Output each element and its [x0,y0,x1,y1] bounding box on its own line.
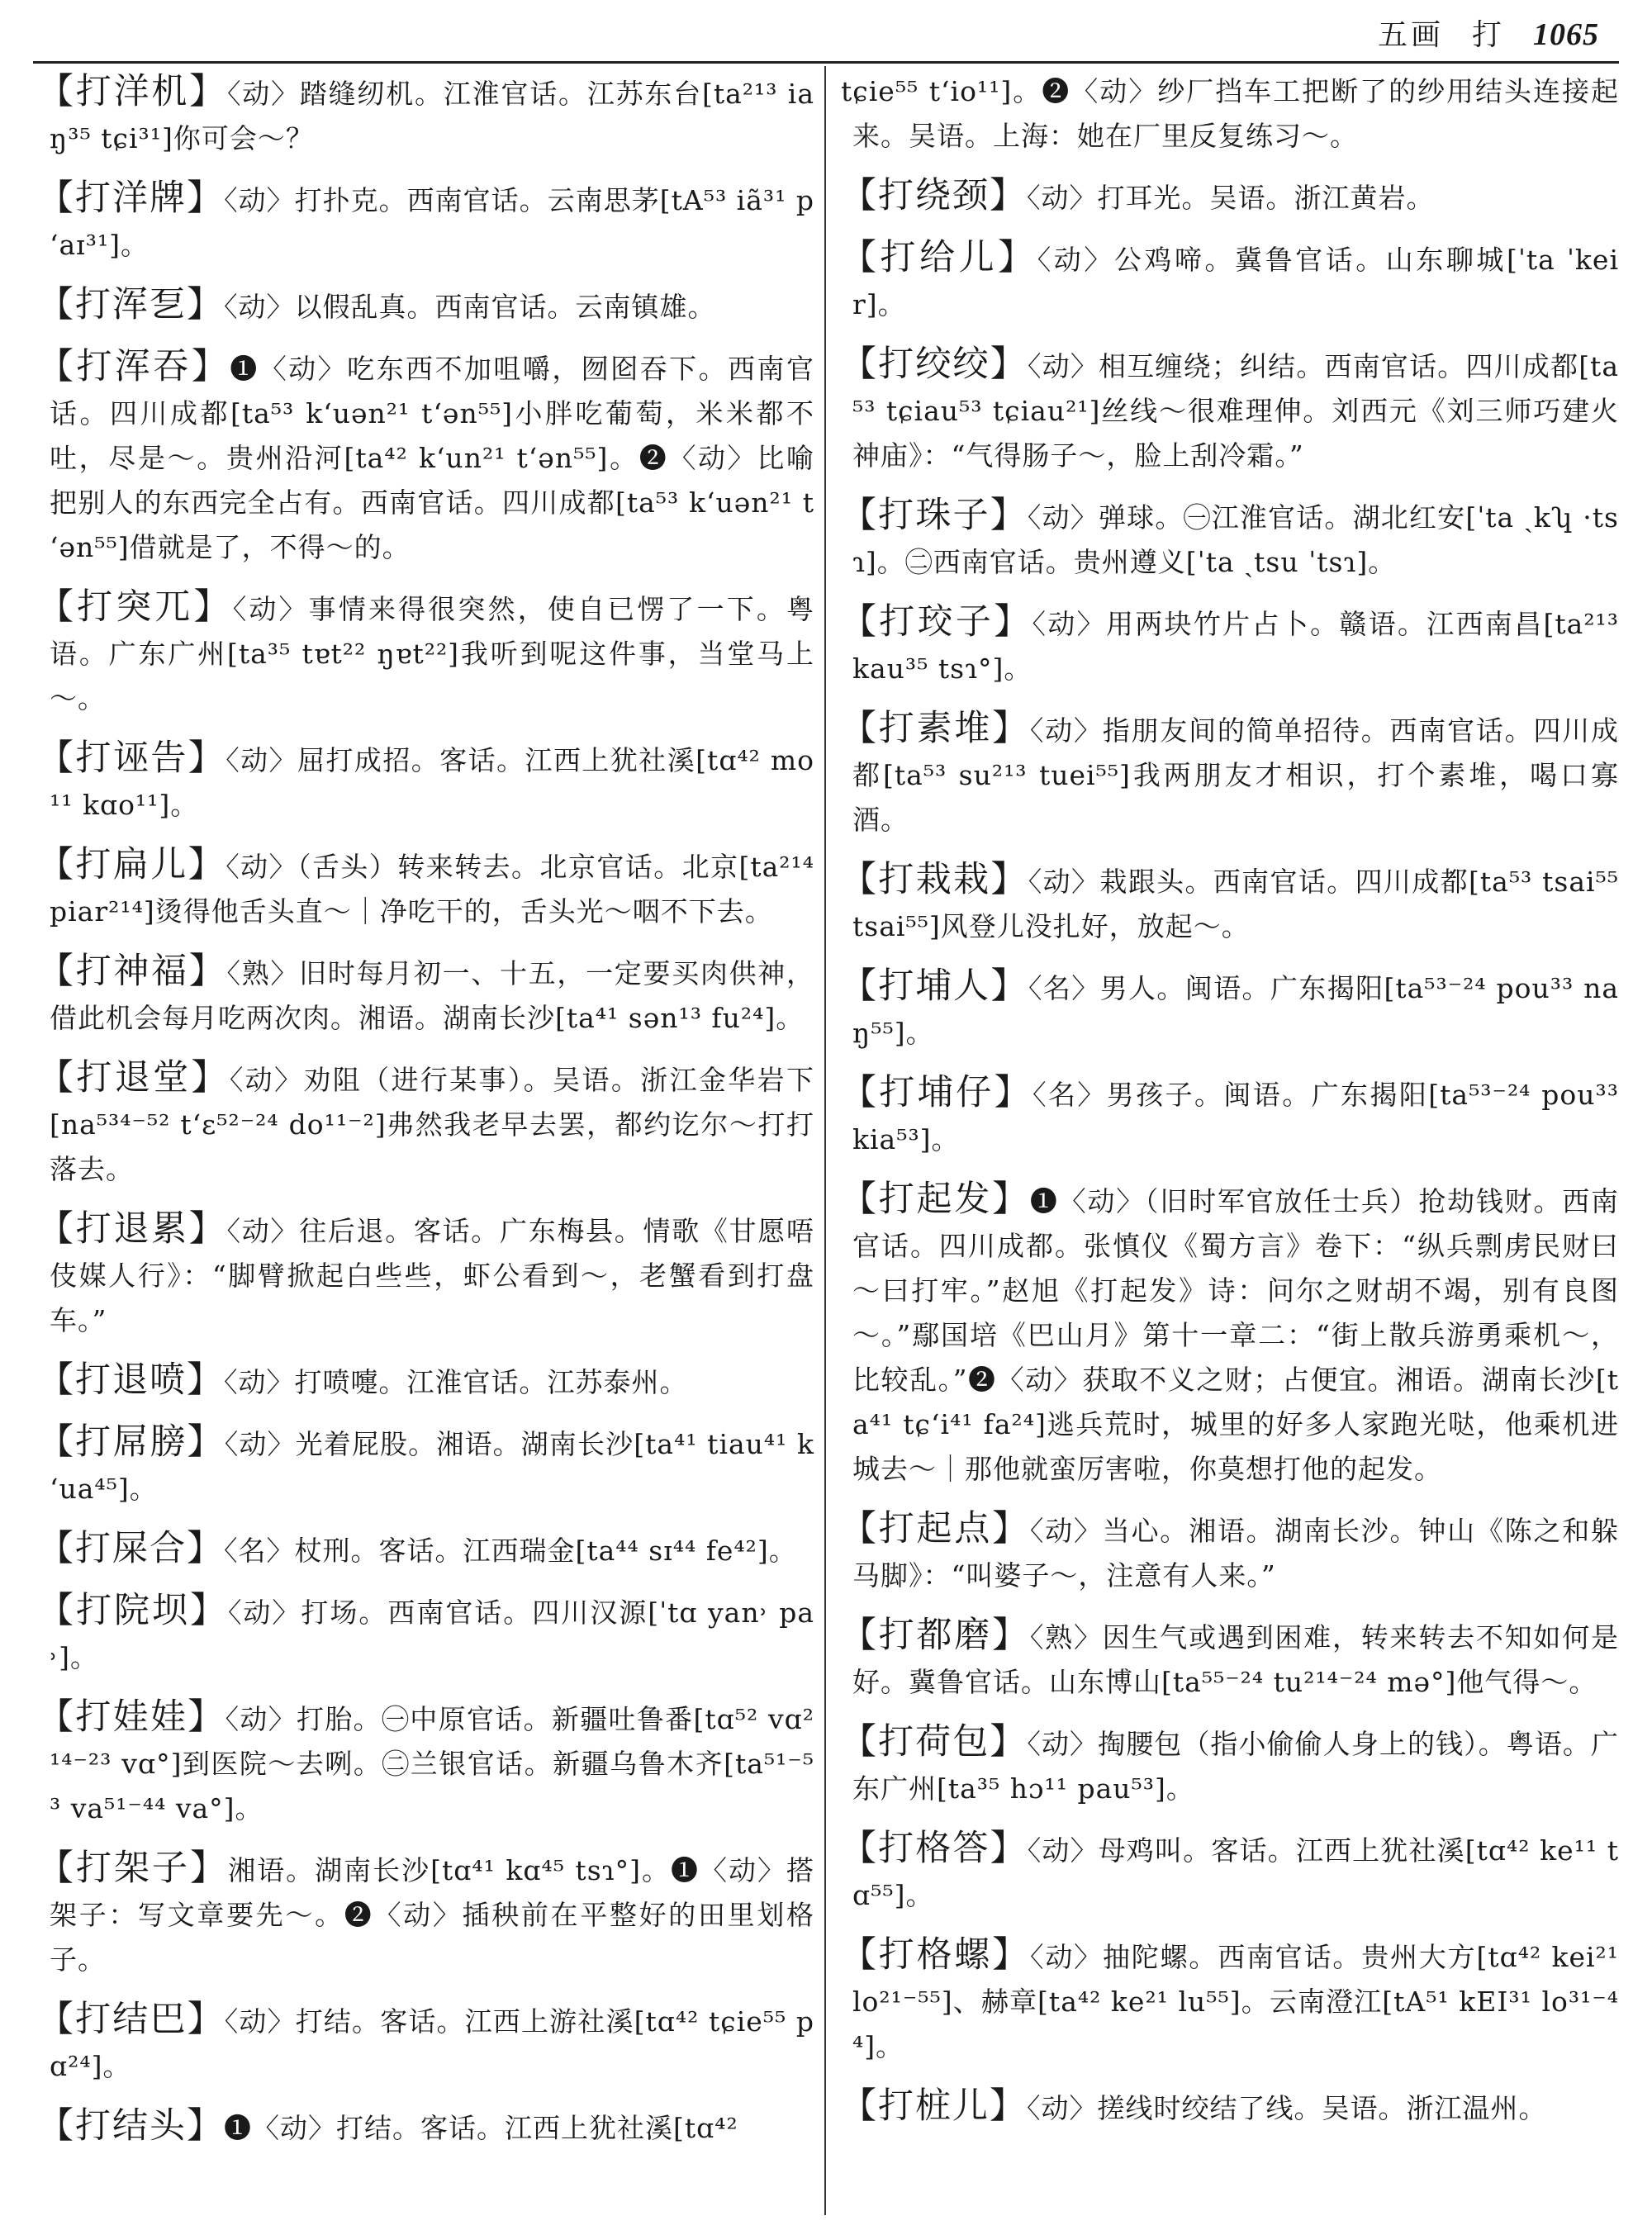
entry-headword: 【打都磨】 [841,1615,1030,1656]
entry-definition: 〈动〉打场。西南官话。四川汉源[ˈtɑ yan˒ pa˒]。 [50,1597,814,1673]
entry-definition: 〈名〉男孩子。闽语。广东揭阳[ta⁵³⁻²⁴ pou³³ kia⁵³]。 [852,1079,1619,1155]
head-character: 打 [1471,18,1505,52]
entry-definition: 〈动〉以假乱真。西南官话。云南镇雄。 [224,291,716,323]
entry-headword: 【打桩儿】 [841,2085,1027,2127]
entry-definition: 〈动〉相互缠绕；纠结。西南官话。四川成都[ta⁵³ tɕiau⁵³ tɕiau²¹]丝线～很难理伸。刘西元《刘三师巧建火神庙》：“气得肠子～，脸上刮冷霜。” [852,350,1619,472]
dictionary-entry [38,1420,814,1511]
entry-definition: 湘语。湖南长沙[tɑ⁴¹ kɑ⁴⁵ tsɿ°]。❶〈动〉搭架子：写文章要先～。❷〈动〉插秧前在平整好的田里划格子。 [50,1854,814,1976]
entry-headword: 【打扁儿】 [38,844,226,885]
dictionary-entry [38,736,814,828]
dictionary-entry [38,949,814,1041]
dictionary-entry [38,69,814,161]
dictionary-entry [38,1588,814,1680]
entry-definition: 〈动〉掏腰包（指小偷偷人身上的钱）。粤语。广东广州[ta³⁵ hɔ¹¹ pau⁵³]。 [852,1728,1619,1805]
dictionary-entry [841,2084,1619,2131]
dictionary-entry [38,842,814,934]
dictionary-entry [38,1695,814,1831]
page-number: 1065 [1533,17,1599,52]
entry-definition: 〈动〉打扑克。西南官话。云南思茅[tA⁵³ iã³¹ pʻaɪ³¹]。 [50,184,814,261]
entry-headword: 【打荷包】 [841,1721,1028,1763]
entry-definition: 〈动〉打胎。㊀中原官话。新疆吐鲁番[tɑ⁵² vɑ²¹⁴⁻²³ vɑ°]到医院～去咧。㊁兰银官话。新疆乌鲁木齐[ta⁵¹⁻⁵³ va⁵¹⁻⁴⁴ va°]。 [50,1703,814,1824]
entry-definition: 〈动〉当心。湘语。湖南长沙。钟山《陈之和躲马脚》：“叫婆子～，注意有人来。” [852,1515,1619,1592]
entry-headword: 【打栽栽】 [841,859,1028,900]
entry-headword: 【打给儿】 [841,237,1037,278]
dictionary-entry [38,1056,814,1192]
entry-headword: 【打神福】 [38,951,227,992]
entry-headword: 【打结头】 [38,2105,224,2147]
entry-definition: 〈动〉光着屁股。湘语。湖南长沙[ta⁴¹ tiau⁴¹ kʻua⁴⁵]。 [50,1428,814,1505]
entry-headword: 【打绞绞】 [841,344,1028,385]
dictionary-entry [38,2104,814,2151]
entry-definition: 〈动〉公鸡啼。冀鲁官话。山东聊城[ˈta ˈkeir]。 [852,244,1619,320]
section-label: 五画 [1377,18,1444,52]
entry-headword: 【打退喷】 [38,1359,224,1401]
entry-definition: 〈动〉用两块竹片占卜。赣语。江西南昌[ta²¹³ kau³⁵ tsɿ°]。 [852,608,1619,685]
entry-headword: 【打院坝】 [38,1590,228,1631]
entry-definition: 〈动〉弹球。㊀江淮官话。湖北红安[ˈta ˏkʮ ·tsɿ]。㊁西南官话。贵州遵义[ˈta ˏtsu ˈtsɿ]。 [852,501,1619,578]
entry-headword: 【打突兀】 [38,586,233,628]
dictionary-entry [841,235,1619,327]
entry-headword: 【打洋机】 [38,71,227,112]
dictionary-entry [841,964,1619,1056]
left-column [38,69,814,2222]
entry-definition: ❶〈动〉打结。客话。江西上犹社溪[tɑ⁴² [224,2112,738,2144]
dictionary-entry [841,342,1619,478]
entry-definition: 〈动〉屈打成招。客话。江西上犹社溪[tɑ⁴² mo¹¹ kɑo¹¹]。 [50,744,814,821]
entry-headword: 【打娃娃】 [38,1696,225,1738]
dictionary-entry [38,1207,814,1343]
column-divider [824,66,826,2215]
dictionary-entry [38,1997,814,2089]
entry-headword: 【打格螺】 [841,1934,1031,1976]
entry-headword: 【打起点】 [841,1508,1030,1549]
entry-definition: 〈名〉男人。闽语。广东揭阳[ta⁵³⁻²⁴ pou³³ naŋ⁵⁵]。 [852,972,1619,1049]
entry-headword: 【打埔仔】 [841,1072,1033,1113]
entry-definition: 〈名〉杖刑。客话。江西瑞金[ta⁴⁴ sɪ⁴⁴ fe⁴²]。 [224,1535,797,1567]
entry-definition: tɕie⁵⁵ tʻio¹¹]。❷〈动〉纱厂挡车工把断了的纱用结头连接起来。吴语。上海：她在厂里反复练习～。 [841,75,1619,152]
entry-definition: 〈动〉事情来得很突然，使自已愣了一下。粤语。广东广州[ta³⁵ tɐt²² ŋɐt²²]我听到呢这件事，当堂马上～。 [50,593,814,714]
entry-definition: 〈动〉（舌头）转来转去。北京官话。北京[ta²¹⁴ piar²¹⁴]烫得他舌头直～｜净吃干的，舌头光～咽不下去。 [50,851,814,928]
dictionary-entry [841,1720,1619,1811]
running-head [1378,12,1599,61]
entry-headword: 【打屌膀】 [38,1421,225,1463]
entry-headword: 【打素堆】 [841,708,1030,749]
entry-definition: ❶〈动〉（旧时军官放任士兵）抢劫钱财。西南官话。四川成都。张慎仪《蜀方言》卷下：“纵兵剽虏民财曰～曰打牢。”赵旭《打起发》诗：问尔之财胡不竭，别有良图～。”鄢国培《巴山月》第十一章二：“街上散兵游勇乘机～，比较乱。”❷〈动〉获取不义之财；占便宜。湘语。湖南长沙[ta⁴¹ tɕʻi⁴¹ fa²⁴]逃兵荒时，城里的好多人家跑光哒，他乘机进城去～｜那他就蛮厉害啦，你莫想打他的起发。 [852,1185,1619,1485]
entry-definition: 〈动〉搓线时绞结了线。吴语。浙江温州。 [1027,2092,1547,2124]
dictionary-entry [38,1846,814,1982]
dictionary-entry [841,1613,1619,1705]
entry-definition: 〈动〉抽陀螺。西南官话。贵州大方[tɑ⁴² kei²¹ lo²¹⁻⁵⁵]、赫章[ta⁴² ke²¹ lu⁵⁵]。云南澄江[tA⁵¹ kEI³¹ lo³¹⁻⁴⁴]。 [852,1941,1619,2062]
entry-definition: 〈动〉踏缝纫机。江淮官话。江苏东台[ta²¹³ iaŋ³⁵ tɕi³¹]你可会～？ [50,78,814,154]
dictionary-entry [841,857,1619,949]
header-rule [33,61,1619,64]
right-column [841,69,1619,2222]
dictionary-entry [841,1070,1619,1162]
dictionary-entry [841,1933,1619,2069]
entry-headword: 【打架子】 [38,1848,229,1889]
entry-headword: 【打屎合】 [38,1528,224,1569]
entry-headword: 【打洋牌】 [38,178,225,219]
dictionary-entry [841,600,1619,691]
dictionary-entry [38,282,814,330]
entry-headword: 【打诬告】 [38,738,226,779]
dictionary-entry [841,1826,1619,1918]
dictionary-entry [38,1526,814,1573]
entry-definition: 〈动〉打喷嚏。江淮官话。江苏泰州。 [224,1366,688,1398]
entry-definition: 〈动〉打结。客话。江西上游社溪[tɑ⁴² tɕie⁵⁵ pɑ²⁴]。 [50,2005,814,2082]
entry-definition: 〈动〉指朋友间的简单招待。西南官话。四川成都[ta⁵³ su²¹³ tuei⁵⁵]我两朋友才相识，打个素堆，喝口寡酒。 [852,714,1619,836]
entry-headword: 【打格答】 [841,1828,1028,1869]
entry-definition: 〈动〉栽跟头。西南官话。四川成都[ta⁵³ tsai⁵⁵ tsai⁵⁵]风登儿没扎好，放起～。 [852,866,1619,942]
entry-headword: 【打浑乭】 [38,284,224,325]
entry-definition: 〈动〉往后退。客话。广东梅县。情歌《甘愿唔伎媒人行》：“脚臂掀起白些些，虾公看到～，老蟹看到打盘车。” [50,1215,814,1336]
entry-headword: 【打退堂】 [38,1057,230,1098]
dictionary-entry [841,1177,1619,1492]
entry-headword: 【打珠子】 [841,495,1028,536]
entry-headword: 【打珓子】 [841,601,1032,643]
entry-definition: 〈动〉打耳光。吴语。浙江黄岩。 [1027,182,1435,214]
dictionary-entry [38,176,814,268]
dictionary-entry [841,706,1619,842]
entry-headword: 【打退累】 [38,1208,227,1250]
dictionary-entry [841,493,1619,585]
dictionary-entry [841,173,1619,221]
entry-definition: 〈熟〉因生气或遇到困难，转来转去不知如何是好。冀鲁官话。山东博山[ta⁵⁵⁻²⁴ tu²¹⁴⁻²⁴ mə°]他气得～。 [852,1621,1619,1698]
entry-definition: 〈动〉劝阻（进行某事）。吴语。浙江金华岩下[na⁵³⁴⁻⁵² tʻɛ⁵²⁻²⁴ do¹¹⁻²]弗然我老早去罢，都约讫尔～打打落去。 [50,1064,814,1185]
entry-headword: 【打浑吞】 [38,346,230,387]
dictionary-entry [38,344,814,570]
entry-headword: 【打绕颈】 [841,175,1027,216]
entry-definition: 〈动〉母鸡叫。客话。江西上犹社溪[tɑ⁴² ke¹¹ tɑ⁵⁵]。 [852,1834,1619,1911]
entry-headword: 【打结巴】 [38,1999,225,2040]
entry-definition: ❶〈动〉吃东西不加咀嚼，囫囵吞下。西南官话。四川成都[ta⁵³ kʻuən²¹ tʻən⁵⁵]小胖吃葡萄，米米都不吐，尽是～。贵州沿河[ta⁴² kʻun²¹ tʻən⁵⁵]。❷〈动〉比喻把别人的东西完全占有。西南官话。四川成都[ta⁵³ kʻuən²¹ tʻən⁵⁵]借就是了，不得～的。 [50,353,814,563]
dictionary-entry [841,1506,1619,1598]
dictionary-entry [38,585,814,721]
dictionary-entry [841,69,1619,159]
dictionary-entry [38,1358,814,1405]
entry-headword: 【打起发】 [841,1179,1030,1220]
entry-headword: 【打埔人】 [841,966,1028,1007]
entry-definition: 〈熟〉旧时每月初一、十五，一定要买肉供神，借此机会每月吃两次肉。湘语。湖南长沙[ta⁴¹ sən¹³ fu²⁴]。 [50,957,814,1034]
